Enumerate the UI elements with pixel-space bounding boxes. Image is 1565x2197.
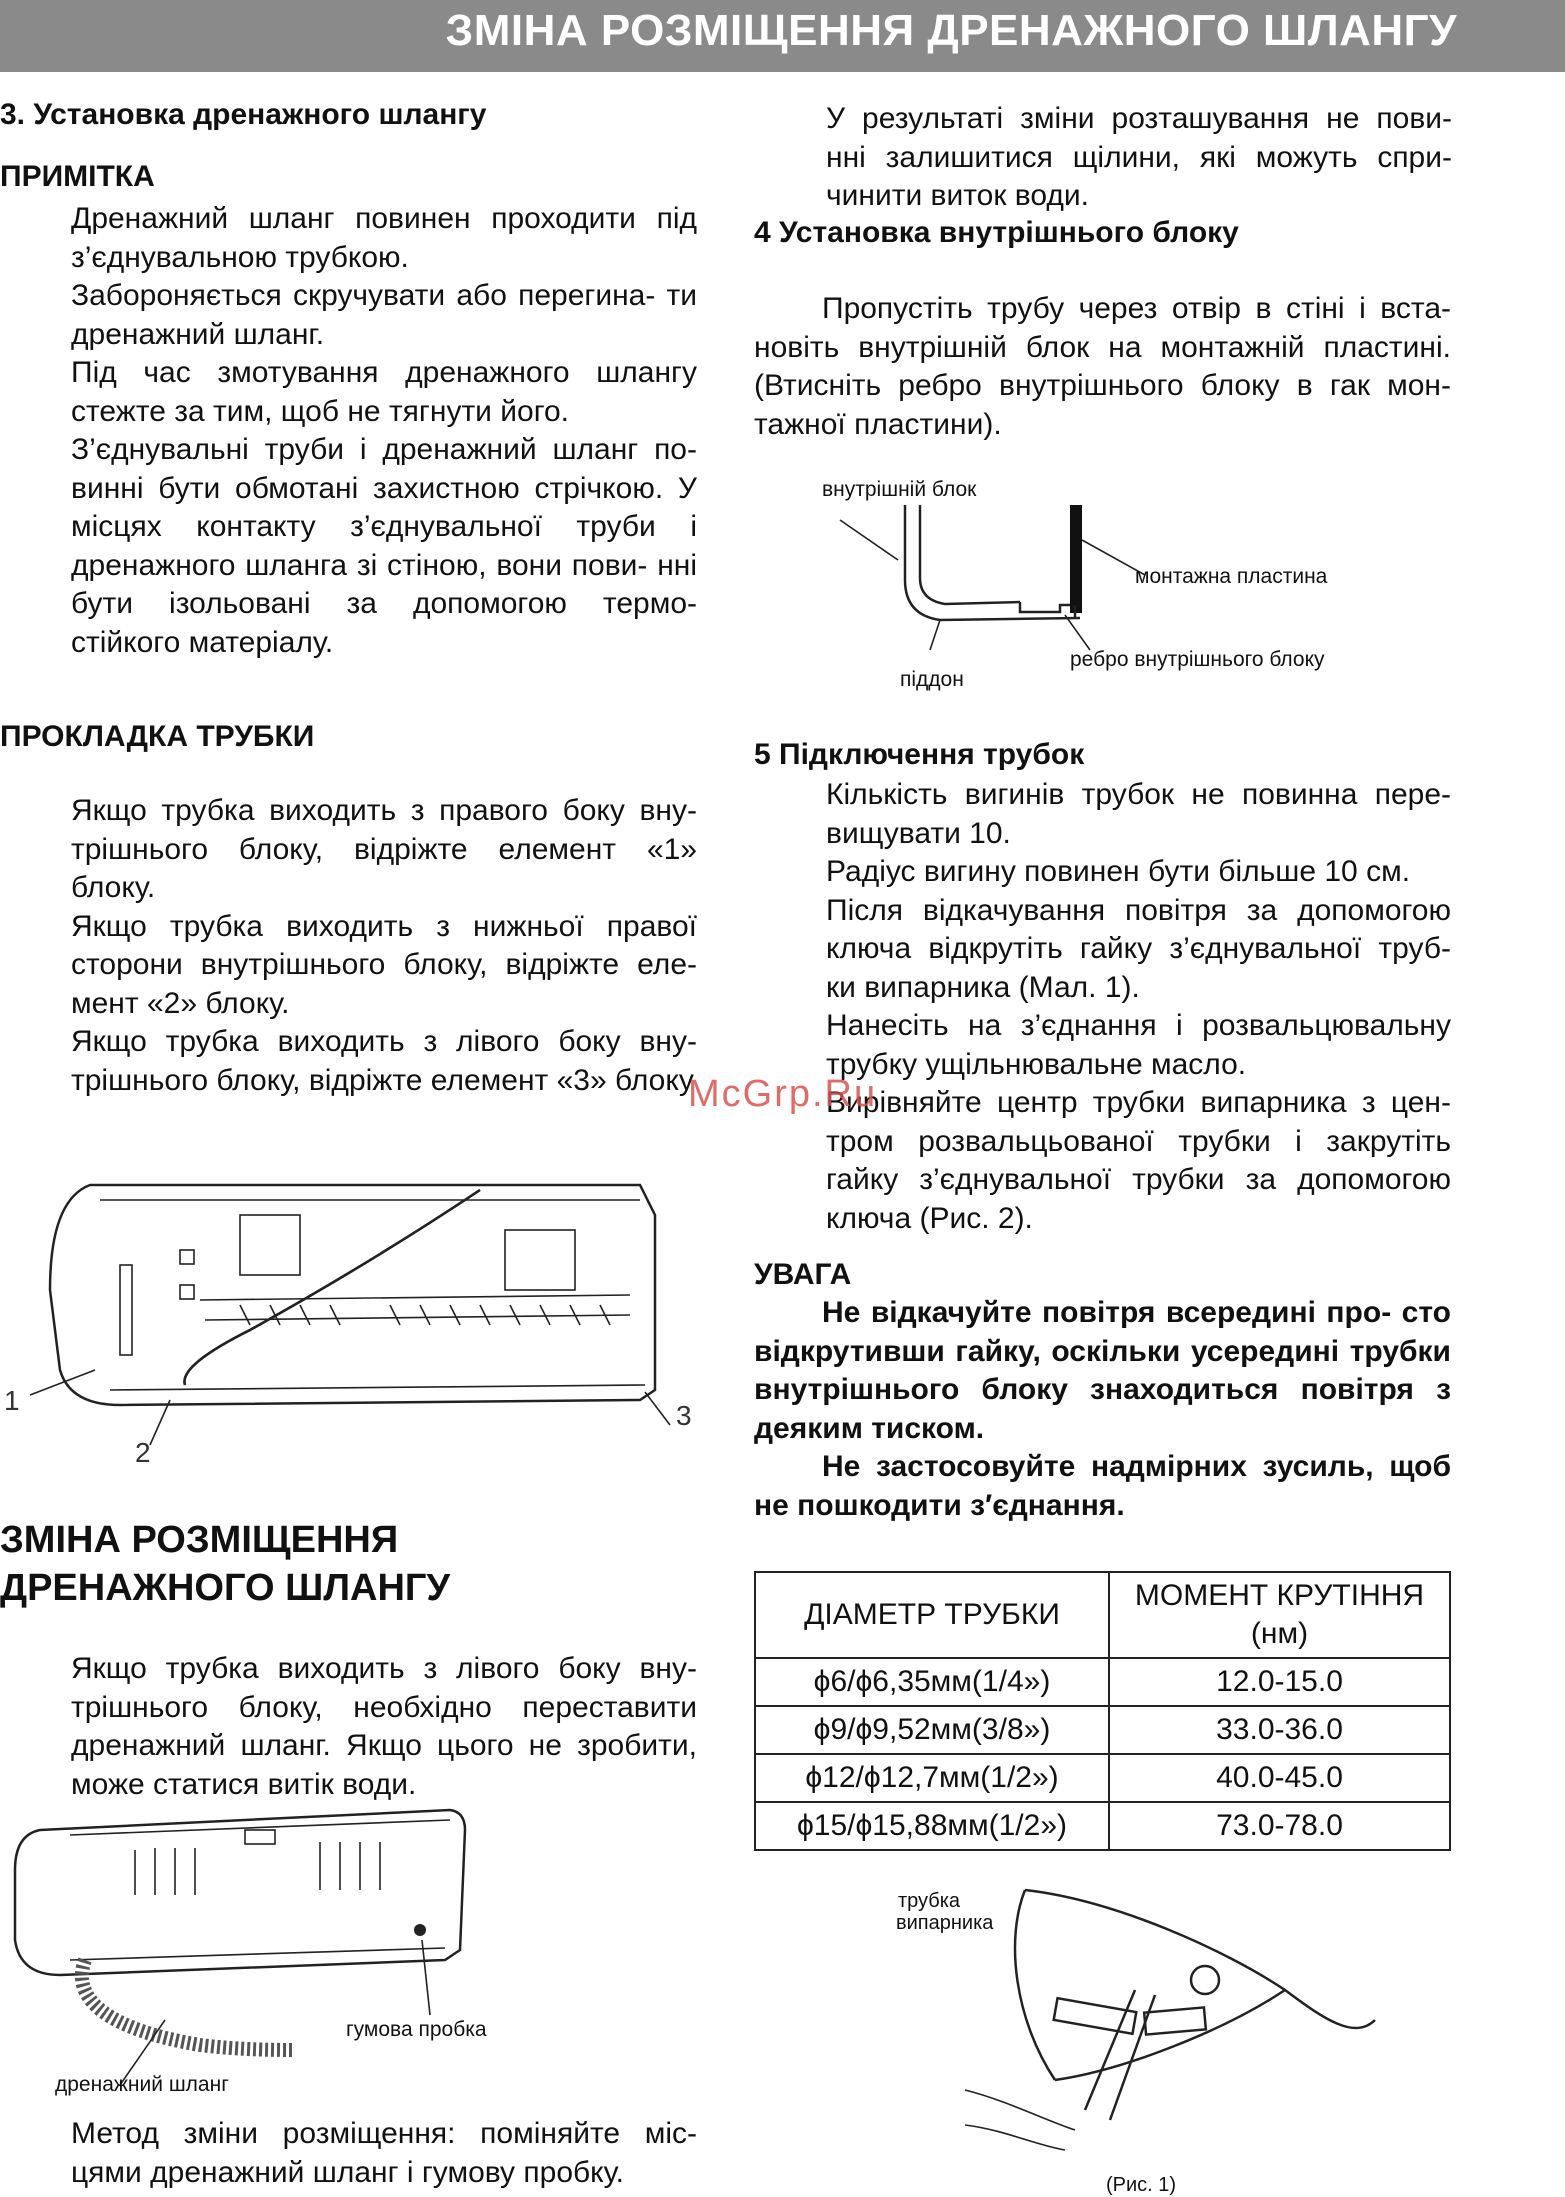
table-header-cell: ДІАМЕТР ТРУБКИ: [755, 1572, 1109, 1658]
indoor-unit-label: внутрішній блок: [822, 478, 977, 501]
table-cell: 40.0-45.0: [1109, 1754, 1450, 1802]
section-5-paragraph: Після відкачування повітря за допомогою ключа відкрутіть гайку з’єднувальної труб- ки випарника (Мал. 1).: [826, 893, 1451, 1004]
indoor-unit-figure: [0, 1170, 700, 1470]
section-5-paragraph: Нанесіть на з’єднання і розвальцювальну трубку ущільнювальне масло.: [826, 1009, 1451, 1081]
tray-label: піддон: [900, 668, 964, 691]
table-row: [755, 1802, 1450, 1850]
section-5-title: 5 Підключення трубок: [754, 738, 1085, 771]
table-cell: ϕ6/ϕ6,35мм(1/4»): [755, 1658, 1109, 1706]
table-cell: 12.0-15.0: [1109, 1658, 1450, 1706]
note-paragraph: З’єднувальні труби і дренажний шланг по- винні бути обмотані захистною стрічкою. У місцях контакту з’єднувальної труби і дренажного шланга зі стіною, вони пови- нні бути ізольовані за допомогою термо- стійкого матеріалу.: [71, 433, 697, 659]
section-4-title: 4 Установка внутрішнього блоку: [754, 216, 1239, 249]
torque-table: [754, 1571, 1451, 1851]
table-row: [755, 1754, 1450, 1802]
section-5-paragraph: Кількість вигинів трубок не повинна пере- вищувати 10.: [826, 778, 1451, 850]
caution-paragraph: Не застосовуйте надмірних зусиль, щоб не пошкодити з′єднання.: [754, 1450, 1451, 1522]
change-drain-paragraph: Якщо трубка виходить з лівого боку вну- трішнього блоку, необхідно переставити дренажний шланг. Якщо цього не зробити, може статися витік води.: [71, 1652, 697, 1801]
table-cell: ϕ12/ϕ12,7мм(1/2»): [755, 1754, 1109, 1802]
caution-section: [754, 1258, 1451, 1525]
section-4: [754, 216, 1454, 444]
note-paragraph: Під час змотування дренажного шлангу стежте за тим, щоб не тягнути його.: [71, 356, 697, 428]
method-section: [71, 2115, 697, 2192]
rubber-plug-label: гумова пробка: [346, 2018, 487, 2041]
section-5-paragraph: Радіус вигину повинен бути більше 10 см.: [826, 855, 1411, 888]
table-header-row: [755, 1572, 1450, 1658]
section-4-paragraph: Пропустіть трубу через отвір в стіні і вста- новіть внутрішній блок на монтажній пластині. (Втисніть ребро внутрішнього блоку в гак мон- тажної пластини).: [754, 292, 1451, 441]
header-banner: [0, 0, 1565, 72]
method-paragraph: Метод зміни розміщення: поміняйте міс- цями дренажний шланг і гумову пробку.: [71, 2117, 697, 2189]
note-title: ПРИМІТКА: [0, 160, 155, 193]
caution-title: УВАГА: [754, 1258, 852, 1291]
routing-paragraph: Якщо трубка виходить з правого боку вну- трішнього блоку, відріжте елемент «1» блоку.: [71, 794, 697, 904]
table-cell: ϕ9/ϕ9,52мм(3/8»): [755, 1706, 1109, 1754]
unit-label: 3: [676, 1400, 692, 1431]
evaporator-label-line2: випарника: [896, 1912, 994, 1934]
figure-caption: (Рис. 1): [1106, 2174, 1177, 2196]
rib-label: ребро внутрішнього блоку: [1070, 648, 1325, 671]
routing-paragraph: Якщо трубка виходить з нижньої правої сторони внутрішнього блоку, відріжте еле- мент «2» блоку.: [71, 909, 697, 1020]
change-drain-section: [0, 1516, 700, 1804]
note-section: [0, 160, 700, 662]
drain-hose-figure: [0, 1800, 700, 2100]
routing-paragraph: Якщо трубка виходить з лівого боку вну- трішнього блоку, відріжте елемент «3» блоку: [71, 1025, 697, 1097]
table-row: [755, 1658, 1450, 1706]
section-5-paragraph: Вирівняйте центр трубки випарника з цен- тром розвальцьованої трубки і закрутіть гайку з’єднувальної трубки за допомогою ключа (Рис. 2).: [826, 1086, 1451, 1235]
caution-paragraph: Не відкачуйте повітря всередині про- сто відкрутивши гайку, оскільки усередині трубки внутрішнього блоку знаходиться повітря з деяким тиском.: [754, 1296, 1451, 1445]
unit-label: 2: [135, 1437, 151, 1468]
table-row: [755, 1706, 1450, 1754]
routing-title: ПРОКЛАДКА ТРУБКИ: [0, 720, 315, 753]
watermark: McGrp.Ru: [688, 1073, 878, 1115]
wrench-figure: [965, 1880, 1385, 2160]
table-cell: ϕ15/ϕ15,88мм(1/2»): [755, 1802, 1109, 1850]
section-5: [754, 738, 1454, 1238]
drain-hose-label: дренажний шланг: [55, 2073, 229, 2096]
unit-label: 1: [4, 1385, 20, 1416]
table-header-cell: МОМЕНТ КРУТІННЯ (нм): [1109, 1572, 1450, 1658]
change-drain-title-line2: ДРЕНАЖНОГО ШЛАНГУ: [0, 1567, 451, 1609]
intro-section: [826, 100, 1452, 216]
table-cell: 33.0-36.0: [1109, 1706, 1450, 1754]
note-paragraph: Дренажний шланг повинен проходити під з’єднувальною трубкою.: [71, 202, 697, 274]
note-paragraph: Забороняється скручувати або перегина- ти дренажний шланг.: [71, 279, 697, 351]
intro-paragraph: У результаті зміни розташування не пови- нні залишитися щілини, які можуть спри- чинити виток води.: [826, 102, 1452, 212]
page-title: ЗМІНА РОЗМІЩЕННЯ ДРЕНАЖНОГО ШЛАНГУ: [445, 6, 1457, 55]
section-3: [0, 98, 700, 132]
mounting-plate-label: монтажна пластина: [1135, 565, 1328, 588]
change-drain-title-line1: ЗМІНА РОЗМІЩЕННЯ: [0, 1519, 399, 1561]
table-cell: 73.0-78.0: [1109, 1802, 1450, 1850]
section-3-title: 3. Установка дренажного шлангу: [0, 98, 487, 131]
routing-section: [0, 720, 700, 1100]
evaporator-label-line1: трубка: [898, 1890, 961, 1912]
